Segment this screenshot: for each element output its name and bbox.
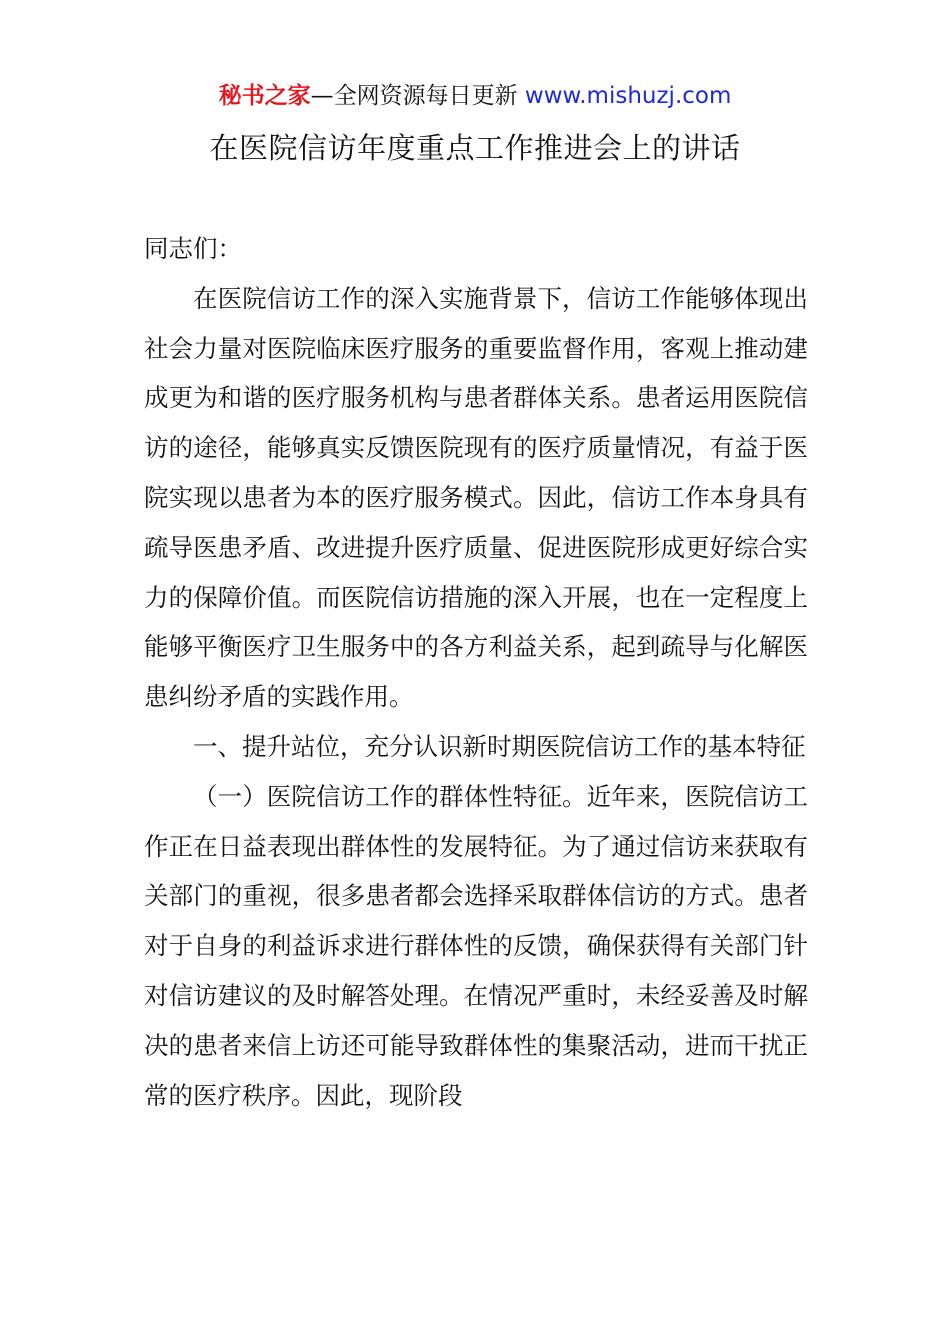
section-heading-1: 一、提升站位，充分认识新时期医院信访工作的基本特征 [193,731,806,761]
document-title: 在医院信访年度重点工作推进会上的讲话 [209,131,741,165]
site-url-link[interactable]: www.mishuzj.com [524,83,732,109]
site-tagline: —全网资源每日更新 [310,83,518,109]
paragraph-intro: 在医院信访工作的深入实施背景下，信访工作能够体现出社会力量对医院临床医疗服务的重要监督作用，客观上推动建成更为和谐的医疗服务机构与患者群体关系。患者运用医院信访的途径，能够真实反馈医院现有的医疗质量情况，有益于医院实现以患者为本的医疗服务模式。因此，信访工作本身具有疏导医患矛盾、改进提升医疗质量、促进医院形成更好综合实力的保障价值。而医院信访措施的深入开展，也在一定程度上能够平衡医疗卫生服务中的各方利益关系，起到疏导与化解医患纠纷矛盾的实践作用。 [144,283,808,712]
salutation: 同志们： [144,234,242,263]
site-header [0,80,950,112]
document-body [144,224,808,1120]
paragraph-subsection-1: （一）医院信访工作的群体性特征。近年来，医院信访工作正在日益表现出群体性的发展特征。为了通过信访来获取有关部门的重视，很多患者都会选择采取群体信访的方式。患者对于自身的利益诉求进行群体性的反馈，确保获得有关部门针对信访建议的及时解答处理。在情况严重时，未经妥善及时解决的患者来信上访还可能导致群体性的集聚活动，进而干扰正常的医疗秩序。因此，现阶段 [144,781,808,1110]
site-brand: 秘书之家 [218,83,311,109]
